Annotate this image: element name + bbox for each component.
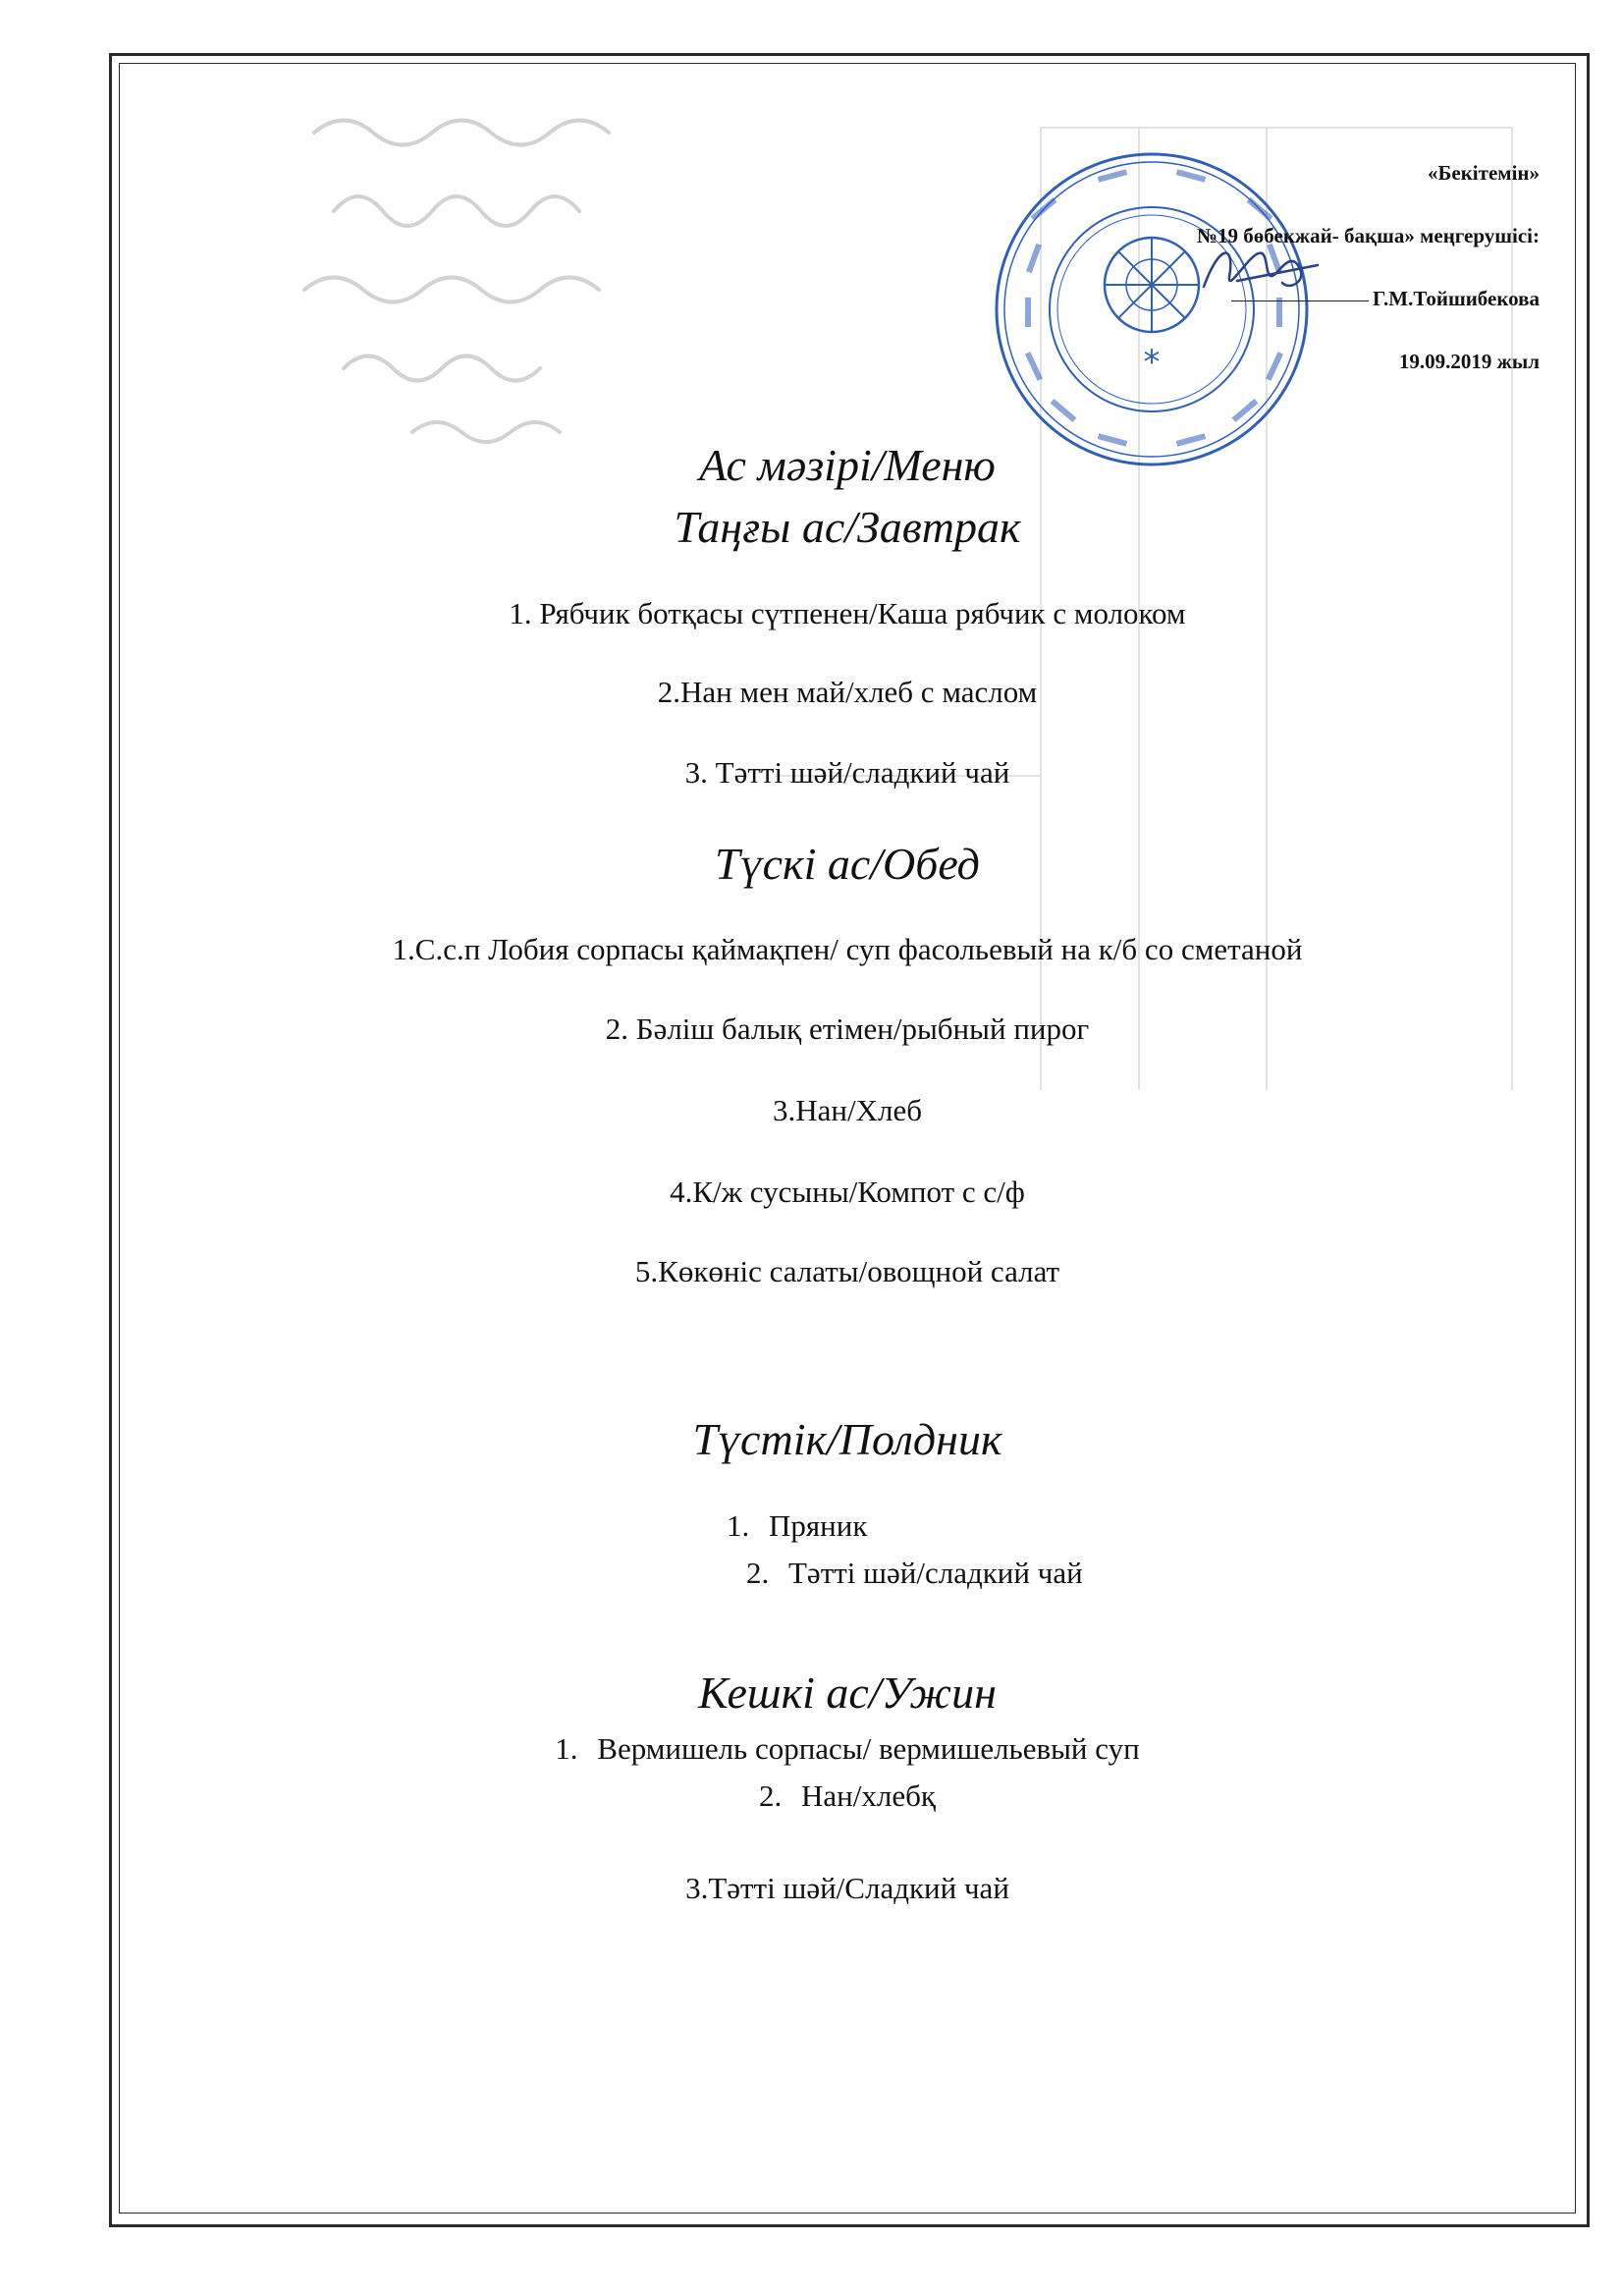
breakfast-item: 1. Рябчик ботқасы сүтпенен/Каша рябчик с молоком [509, 596, 1186, 630]
dinner-item [120, 1773, 1575, 1820]
lunch-item: 3.Нан/Хлеб [773, 1093, 922, 1127]
approval-date: 19.09.2019 жыл [1398, 350, 1540, 373]
lunch-item: 2. Бәліш балық етімен/рыбный пирог [605, 1011, 1090, 1046]
svg-text:*: * [1143, 343, 1161, 382]
bleed-through-handwriting [295, 93, 648, 457]
dinner-item-text: Нан/хлебқ [801, 1778, 936, 1813]
dinner-heading: Кешкі ас/Ужин [698, 1667, 997, 1718]
breakfast-item: 3. Тәтті шәй/сладкий чай [684, 755, 1010, 790]
dinner-item: 3.Тәтті шәй/Сладкий чай [685, 1871, 1009, 1905]
lunch-item: 1.С.с.п Лобия сорпасы қаймақпен/ суп фасольевый на к/б со сметаной [392, 932, 1303, 966]
snack-list [727, 1503, 1083, 1597]
snack-item-number: 1. [727, 1508, 750, 1543]
snack-item [727, 1503, 1063, 1550]
snack-item-number: 2. [746, 1556, 770, 1590]
approval-position: №19 бөбекжай- бақша» меңгерушісі: [1196, 224, 1540, 247]
approval-title: «Бекітемін» [1427, 161, 1540, 185]
snack-heading: Түстік/Полдник [692, 1414, 1002, 1464]
approval-name: Г.М.Тойшибекова [1373, 287, 1540, 310]
dinner-item-number: 1. [555, 1731, 578, 1766]
lunch-item: 4.К/ж сусыны/Компот с с/ф [670, 1175, 1025, 1209]
snack-item [746, 1550, 1083, 1597]
snack-item-text: Пряник [769, 1508, 868, 1543]
dinner-item-number: 2. [759, 1778, 783, 1813]
dinner-item-text: Вермишель сорпасы/ вермишельевый суп [597, 1731, 1140, 1766]
lunch-heading: Түскі ас/Обед [715, 839, 980, 889]
lunch-item: 5.Көкөніс салаты/овощной салат [634, 1254, 1060, 1288]
menu-title: Ас мәзірі/Меню [699, 440, 996, 490]
signature [1198, 236, 1325, 304]
breakfast-heading: Таңғы ас/Завтрак [674, 502, 1021, 552]
snack-item-text: Тәтті шәй/сладкий чай [788, 1556, 1083, 1590]
dinner-item [120, 1725, 1575, 1773]
breakfast-item: 2.Нан мен май/хлеб с маслом [657, 675, 1038, 709]
